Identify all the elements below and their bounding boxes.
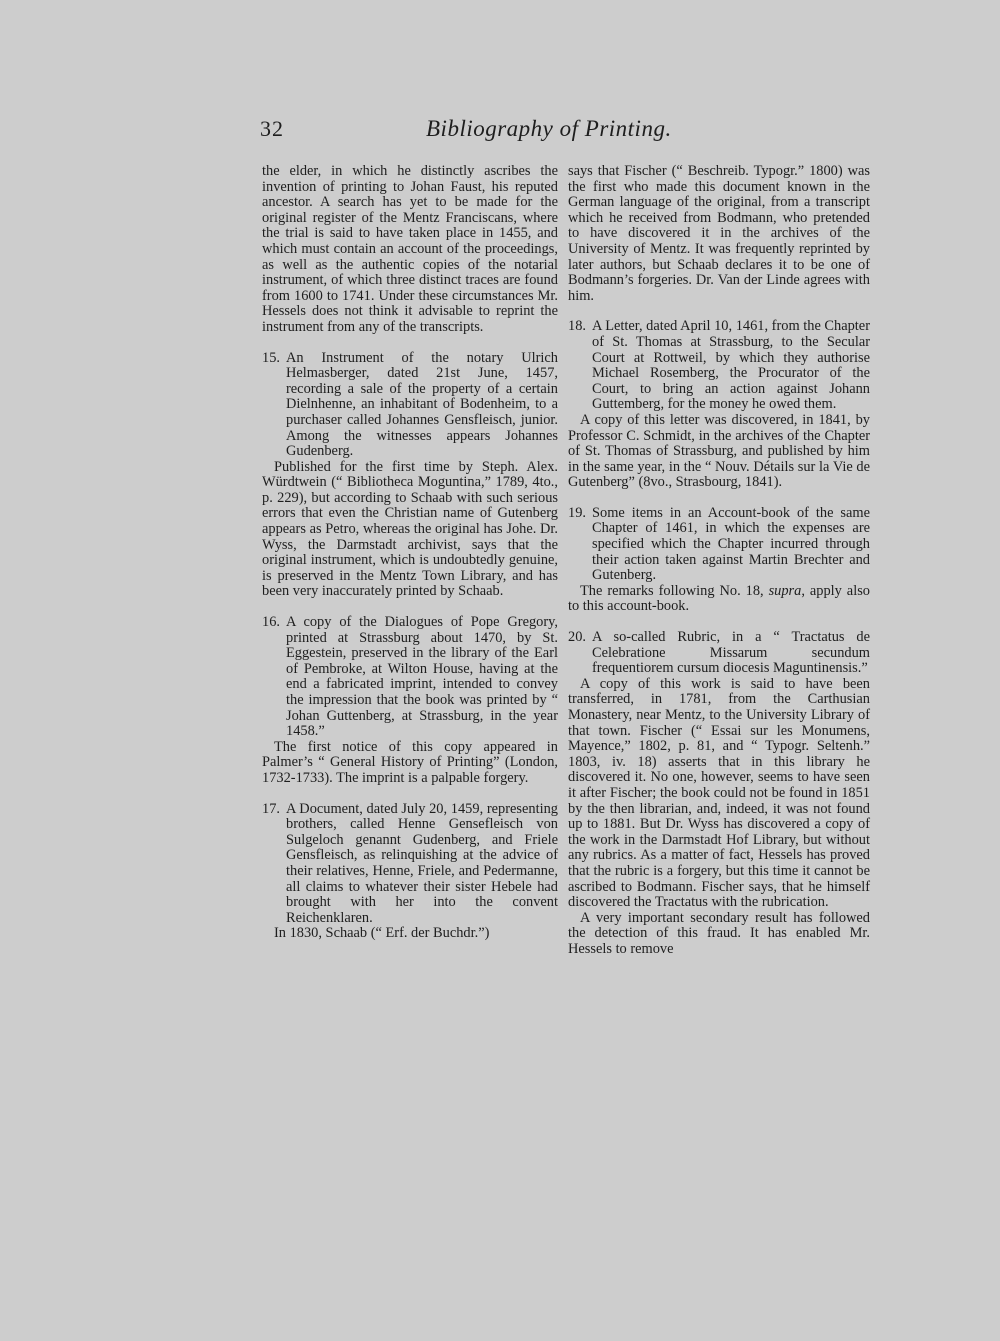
entry-19 — [568, 506, 870, 584]
entry-note — [568, 584, 870, 615]
entry-note: The first notice of this copy appeared in Palmer’s “ General History of Printing” (London, 1732-1733). The imprint is a palpable forgery. — [262, 738, 558, 786]
running-title: Bibliography of Printing. — [426, 116, 672, 141]
entry-16 — [262, 615, 558, 740]
entry-number: 18. — [568, 318, 586, 335]
entry-20 — [568, 630, 870, 677]
entry-note: Published for the first time by Steph. Alex. Würdtwein (“ Bibliotheca Moguntina,” 1789, 4to., p. 229), but according to Schaab with such serious errors that even the Christian name of Gutenberg appears as Petro, whereas the original has Johe. Dr. Wyss, the Darmstadt archivist, says that the original instrument, which is undoubtedly genuine, is preserved in the Mentz Town Library, and has been very inaccurately printed by Schaab. — [262, 458, 558, 600]
page-header — [258, 116, 868, 150]
continuation-paragraph: says that Fischer (“ Beschreib. Typogr.” 1800) was the first who made this document known in the German language of the original, from a transcript which he received from Bodmann, who pretended to have discovered it in the archives of the University of Mentz. It was frequently reprinted by later authors, but Schaab declares it to be one of Bodmann’s forgeries. Dr. Van der Linde agrees with him. — [568, 163, 870, 304]
entry-number: 19. — [568, 504, 586, 521]
entry-heading: Some items in an Account-book of the same Chapter of 1461, in which the expenses are specified which the Chapter incurred through their action taken against Martin Brechter and Gutenberg. — [592, 504, 870, 584]
entry-heading: A copy of the Dialogues of Pope Gregory, printed at Strassburg about 1470, by St. Eggestein, preserved in the library of the Earl of Pembroke, at Wilton House, having at the end a fabricated imprint, intended to convey the impression that the book was printed by “ Johan Guttenberg, at Strassburg, in the year 1458.” — [286, 614, 558, 740]
entry-15 — [262, 351, 558, 460]
entry-number: 16. — [262, 614, 280, 631]
entry-note: A copy of this letter was discovered, in 1841, by Professor C. Schmidt, in the archives of the Chapter of St. Thomas of Strassburg, and published by him in the same year, in the “ Nouv. Détails sur la Vie de Gutenberg” (8vo., Strasbourg, 1841). — [568, 411, 870, 491]
entry-number: 15. — [262, 349, 280, 366]
intro-paragraph: the elder, in which he distinctly ascribes the invention of printing to Johan Faust, his reputed ancestor. A search has yet to be made for the original register of the Mentz Franciscans, where the trial is said to have taken place in 1455, and which must contain an account of the proceedings, as well as the authentic copies of the notarial instrument, of which three distinct traces are found from 1600 to 1741. Under these circumstances Mr. Hessels does not think it advisable to reprint the instrument from any of the transcripts. — [262, 163, 558, 335]
entry-note: A very important secondary result has followed the detection of this fraud. It has enabled Mr. Hessels to remove — [568, 909, 870, 957]
entry-number: 17. — [262, 800, 280, 817]
right-column — [568, 164, 870, 958]
entry-number: 20. — [568, 629, 586, 646]
entry-heading: A Document, dated July 20, 1459, representing brothers, called Henne Gensefleisch von Sulgeloch genannt Gudenberg, and Friele Gensfleisch, as relinquishing at the advice of their relatives, Henne, Friele, and Pedermanne, all claims to whatever their sister Hebele had brought with her into the convent Reichenklaren. — [286, 800, 558, 926]
entry-heading: An Instrument of the notary Ulrich Helmasberger, dated 21st June, 1457, recording a sale of the property of a certain Dielnhenne, an inhabitant of Bodenheim, to a purchaser called Johannes Gensfleisch, junior. Among the witnesses appears Johannes Gudenberg. — [286, 349, 558, 460]
entry-17 — [262, 802, 558, 927]
note-text: , apply also to this account-book. — [568, 582, 870, 615]
page-number: 32 — [260, 116, 284, 141]
entry-note: A copy of this work is said to have been transferred, in 1781, from the Carthusian Monastery, near Mentz, to the University Library of that town. Fischer (“ Essai sur les Monumens, Mayence,” 1802, p. 81, and “ Typogr. Seltenh.” 1803, iv. 18) asserts that in this library he discovered it. No one, however, seems to have seen it after Fischer; the book could not be found in 1851 by the then librarian, and, indeed, it was not found up to 1881. But Dr. Wyss has discovered a copy of the work in the Darmstadt Hof Library, but without any rubrics. As a matter of fact, Hessels has proved that the rubric is a forgery, but this time it cannot be ascribed to Bodmann. Fischer says, that he himself discovered the Tractatus with the rubrication. — [568, 675, 870, 911]
left-column — [262, 164, 558, 942]
entry-heading: A so-called Rubric, in a “ Tractatus de Celebratione Missarum secundum frequentiorem cursum diocesis Maguntinensis.” — [592, 629, 870, 677]
entry-heading: A Letter, dated April 10, 1461, from the Chapter of St. Thomas at Strassburg, to the Secular Court at Rottweil, by which they authorise Michael Rosemberg, the Procurator of the Court, to bring an action against Johann Guttemberg, for the money he owed them. — [592, 318, 870, 413]
note-text: The remarks following No. 18, — [580, 582, 769, 599]
entry-note: In 1830, Schaab (“ Erf. der Buchdr.”) — [274, 925, 490, 942]
entry-18 — [568, 319, 870, 413]
note-italic: supra — [768, 582, 802, 599]
